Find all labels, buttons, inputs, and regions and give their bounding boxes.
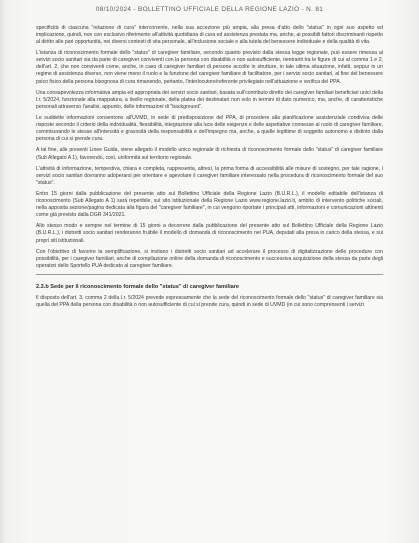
scan-edge-shadow [0, 0, 6, 543]
paragraph-regional-model: A tal fine, alle presenti Linee Guida, viene allegato il modello unico regionale di richiesta di riconoscimento formale dello "status" di caregiver familiare (Sub Allegato A 1), favorendo, così, uniformità sul territorio regionale. [36, 147, 383, 161]
paragraph-status-specificity: specificità di ciascuna "relazione di cura" intercorrente, nella sua accezione più ampia, alla presa d'atto dello "status" in ogni suo aspetto ed implicazione, quindi, non con esclusivo riferimento all'attività quotidiana di cura ed assistenza prestata ma, anche, ai possibili fattori discriminanti rispetto al diritto alle pari opportunità, nei diversi contesti di vita personale, all'inclusione sociale e alla tutela del benessere individuale e della qualità di vita. [36, 25, 383, 46]
paragraph-district-availability: Allo stesso modo e sempre nel termine di 15 giorni a decorrere dalla pubblicazione del presente atto sul Bollettino Ufficiale della Regione Lazio (B.U.R.L.), i distretti socio sanitari renderanno fruibile il modello di domanda di riconoscimento nei PUA, deputati alla presa in carico della stessa, e sui propri siti istituzionali. [36, 223, 383, 244]
paragraph-digitalization: Con l'obiettivo di favorire la semplificazione, si invitano i distretti socio sanitari ad accelerare il processo di digitalizzazione delle procedure con possibilità, per i caregiver familiari, anche di compilazione online della domanda di riconoscimento e successiva acquisizione della stessa da parte degli operatori dello Sportello PUA dedicato al caregiver familiare. [36, 248, 383, 269]
paragraph-application-submission: L'istanza di riconoscimento formale dello "status" di caregiver familiare, secondo quanto previsto dalla stessa legge regionale, può essere rimessa ai servizi socio sanitari sia da parte di caregiver conviventi con la persona con disabilità o non autosufficiente, rientranti tra le figure di cui al comma 1 e 2, dell'art. 2, che non conviventi come, anche, in caso di caregiver familiari di persone accolte in strutture, in tale ultima situazione, infatti, seppur in un regime di assistenza diverso, non viene meno il ruolo e la funzione del caregiver familiare di facilitatore, per i servizi socio sanitari, al fine del benessere psico fisico della persona bisognosa di cura rimanendo, pertanto, l'interlocutore/referente privilegiato nell'attuazione e verifica del PPA. [36, 50, 383, 85]
section-heading: 2.3.b Sede per il riconoscimento formale dello "status" di caregiver familiare [36, 284, 240, 291]
running-header: 08/10/2024 - BOLLETTINO UFFICIALE DELLA REGIONE LAZIO - N. 81 [95, 6, 324, 13]
paragraph-information-activity: L'attività di informazione, tempestiva, chiara e completa, rappresenta, altresì, la prima forma di accessibilità alle misure di sostegno, per tale ragione, i servizi socio sanitari dovranno adoperarsi per orientare e agevolare il caregiver familiare interessato nella procedura di riconoscimento formale del suo "status". [36, 165, 383, 186]
paragraph-publication-deadline: Entro 15 giorni dalla pubblicazione del presente atto sul Bollettino Ufficiale della Regione Lazio (B.U.R.L.), il modello editabile dell'istanza di riconoscimento (Sub Allegato A 1) sarà reperibile, sul sito istituzionale della Regione Lazio www.regione.lazio.it, ambito di intervento politiche sociali, nella apposita sezione/pagina dedicata alla figura del "caregiver familiare", in cui vengono riportate i principali atti, informazioni e comunicazioni attinenti come già previsto dalla DGR 341/2021. [36, 191, 383, 219]
paragraph-recognition-venue: Il disposto dell'art. 3, comma 2 della l.r. 5/2024 prevede espressamente che la sede del riconoscimento formale dello "status" di caregiver familiare sia quella del PPA della persona con disabilità o non autosufficiente di cui si prende cura, quindi in sede di UVMD (in cui sono comprensenti i servizi [36, 295, 383, 309]
section-divider [36, 274, 383, 275]
paragraph-uvmd-planning: Le suddette informazioni consentono all'UVMD, in sede di predisposizione del PPA, di procedere alla pianificazione assistenziale condivisa delle risposte secondo il criterio della individualità, flessibilità, integrazione alla luce delle esigenze e delle aspettative connesse al ruolo di caregiver familiare, commisurando le stesse all'intensità e gravosità della responsabilità e dell'impegno ma, anche, a quelle legittime di soggetto autonomo e distinto dalla persona di cui si prende cura. [36, 115, 383, 143]
paragraph-informative-awareness: Una consapevolezza informativa ampia ed appropriata dei servizi socio sanitari, basata sull'contributo diretto dei caregiver familiari beneficiari unici della l.r. 5/2024, funzionale alla mappatura, a livello regionale, della platea dei destinatari non solo in termini di dato numerico, ma, anche, di caratteristiche personali attraverso l'analisi, appunto, delle informazioni di "background". [36, 89, 383, 110]
